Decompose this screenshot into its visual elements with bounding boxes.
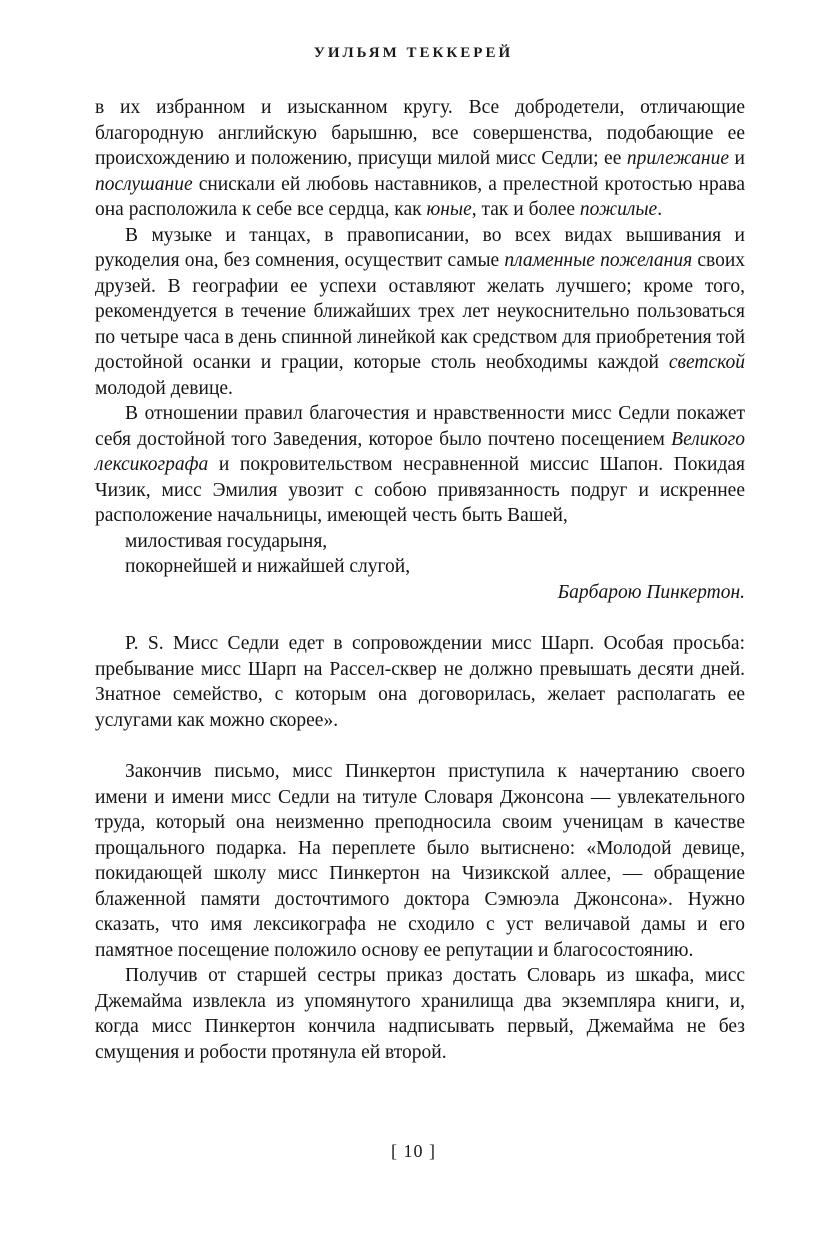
italic-text: прилежание — [626, 148, 730, 169]
italic-text: послушание — [95, 173, 193, 195]
text-segment: своих друзей. В географии ее успехи оставляют желать лучшего; кроме того, рекомендуется в течение ближайших трех лет неукоснительно пользоваться по четыре часа в день спинной линейкой как средством для приобретения той достойной осанки и грации, которые столь необходимы каждой — [95, 250, 745, 373]
salutation-line — [95, 529, 745, 555]
text-segment: молодой девице. — [95, 377, 233, 399]
italic-text: пожилые — [579, 199, 658, 220]
italic-text: Барбарою Пинкертон. — [557, 581, 745, 603]
text-segment: P. S. Мисс Седли едет в сопровождении мисс Шарп. Особая просьба: пребывание мисс Шарп на Рассел-сквер не должно превышать десяти дней. Знатное семейство, с которым она договорилась, желает располагать ее услугами как можно скорее». — [95, 633, 745, 731]
paragraph-jemima — [95, 963, 745, 1065]
italic-text: пламенные пожелания — [504, 250, 693, 271]
text-segment: и — [729, 148, 745, 169]
italic-text: Великого лексикографа — [95, 428, 745, 475]
signature-line — [95, 580, 745, 606]
text-segment: Получив от старшей сестры приказ достать Словарь из шкафа, мисс Джемайма извлекла из упомянутого хранилища два экземпляра книги, и, когда мисс Пинкертон кончила надписывать первый, Джемайма не без смущения и робости протянула ей второй. — [95, 965, 745, 1063]
valediction-line — [95, 554, 745, 580]
text-segment: и покровительством несравненной миссис Шапон. Покидая Чизик, мисс Эмилия увозит с собою привязанность подруг и искреннее расположение начальницы, имеющей честь быть Вашей, — [95, 454, 745, 526]
text-segment: В музыке и танцах, в правописании, во всех видах вышивания и рукоделия она, без сомнения, осуществит самые — [95, 224, 745, 271]
italic-text: юные — [426, 199, 472, 220]
paragraph-continuation — [95, 95, 745, 223]
paragraph-morality — [95, 401, 745, 529]
text-segment: милостивая государыня, — [125, 530, 328, 552]
running-header — [0, 0, 827, 62]
text-segment: , так и более — [471, 199, 580, 220]
page-footer — [0, 1141, 827, 1162]
paragraph-finishing-letter — [95, 759, 745, 963]
text-segment: . — [657, 199, 663, 220]
text-segment: в их избранном и изысканном кругу. Все добродетели, отличающие благородную английскую барышню, все совершенства, подобающие ее происхождению и положению, присущи милой мисс Седли; ее — [95, 97, 745, 169]
text-segment: покорнейшей и нижайшей слугой, — [125, 556, 411, 577]
author-running-title: УИЛЬЯМ ТЕККЕРЕЙ — [313, 45, 514, 61]
postscript-paragraph — [95, 631, 745, 733]
body-text — [95, 95, 745, 1065]
text-segment: снискали ей любовь наставников, а прелестной кротостью нрава она расположила к себе все сердца, как — [95, 173, 745, 220]
italic-text: светской — [668, 352, 745, 373]
text-segment: Закончив письмо, мисс Пинкертон приступила к начертанию своего имени и имени мисс Седли на титуле Словаря Джонсона — увлекательного труда, который она неизменно преподносила своим ученицам в качестве прощального подарка. На переплете было вытиснено: «Молодой девице, покидающей школу мисс Пинкертон на Чизикской аллее, — обращение блаженной памяти досточтимого доктора Сэмюэла Джонсона». Нужно сказать, что имя лексикографа не сходило с уст величавой дамы и его памятное посещение положило основу ее репутации и благосостоянию. — [95, 761, 745, 961]
page-number: [ 10 ] — [391, 1141, 436, 1161]
paragraph-music-and-dance — [95, 223, 745, 402]
text-segment: В отношении правил благочестия и нравственности мисс Седли покажет себя достойной того Заведения, которое было почтено посещением — [95, 403, 745, 450]
